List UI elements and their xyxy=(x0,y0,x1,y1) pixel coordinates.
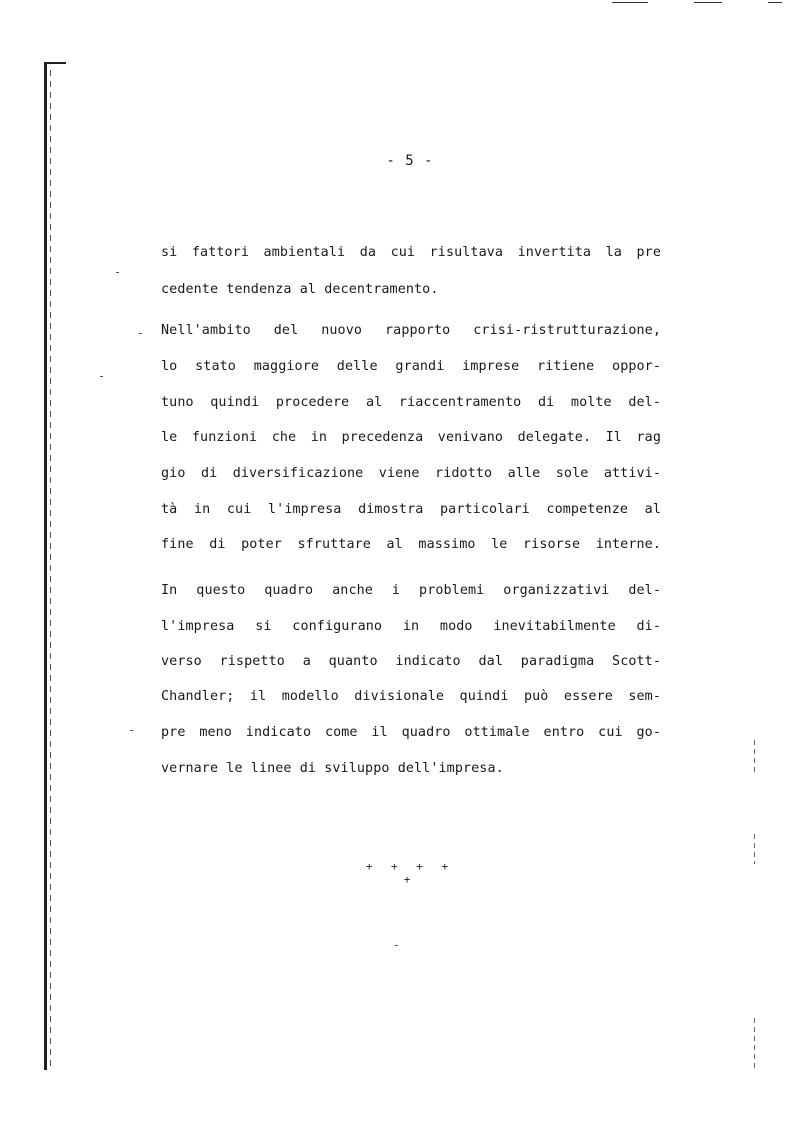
text-line: Nell'ambito del nuovo rapporto crisi-ristrutturazione, xyxy=(161,323,661,338)
text-line: l'impresa si configurano in modo inevitabilmente di- xyxy=(161,619,661,634)
end-marker: + + + + + xyxy=(365,860,455,886)
page-number: - 5 - xyxy=(386,153,434,169)
scan-speck xyxy=(100,376,103,377)
text-line: verso rispetto a quanto indicato dal paradigma Scott- xyxy=(161,654,661,669)
scan-speck xyxy=(139,333,142,334)
scan-edge-tick xyxy=(754,740,755,776)
scan-top-mark xyxy=(612,2,648,3)
text-line: le funzioni che in precedenza venivano delegate. Il rag xyxy=(161,430,661,445)
text-line: si fattori ambientali da cui risultava invertita la pre xyxy=(161,245,661,260)
scan-speck xyxy=(130,730,133,731)
text-line: fine di poter sfruttare al massimo le risorse interne. xyxy=(161,537,661,552)
text-line: cedente tendenza al decentramento. xyxy=(161,282,439,297)
scan-speck xyxy=(395,945,398,946)
scan-binding-shadow xyxy=(50,70,51,1070)
scan-edge-tick xyxy=(754,834,755,864)
scan-top-mark xyxy=(694,2,722,3)
scan-binding-corner xyxy=(44,62,66,64)
text-line: lo stato maggiore delle grandi imprese ritiene oppor- xyxy=(161,359,661,374)
scan-top-mark xyxy=(768,2,782,3)
scan-binding-edge xyxy=(44,62,47,1070)
text-line: tà in cui l'impresa dimostra particolari competenze al xyxy=(161,502,661,517)
text-line: Chandler; il modello divisionale quindi può essere sem- xyxy=(161,689,661,704)
text-line: gio di diversificazione viene ridotto alle sole attivi- xyxy=(161,466,661,481)
scan-speck xyxy=(116,272,119,273)
text-line: In questo quadro anche i problemi organizzativi del- xyxy=(161,583,661,598)
text-line: vernare le linee di sviluppo dell'impresa. xyxy=(161,761,504,776)
text-line: pre meno indicato come il quadro ottimale entro cui go- xyxy=(161,725,661,740)
scan-edge-tick xyxy=(754,1018,755,1068)
text-line: tuno quindi procedere al riaccentramento di molte del- xyxy=(161,395,661,410)
